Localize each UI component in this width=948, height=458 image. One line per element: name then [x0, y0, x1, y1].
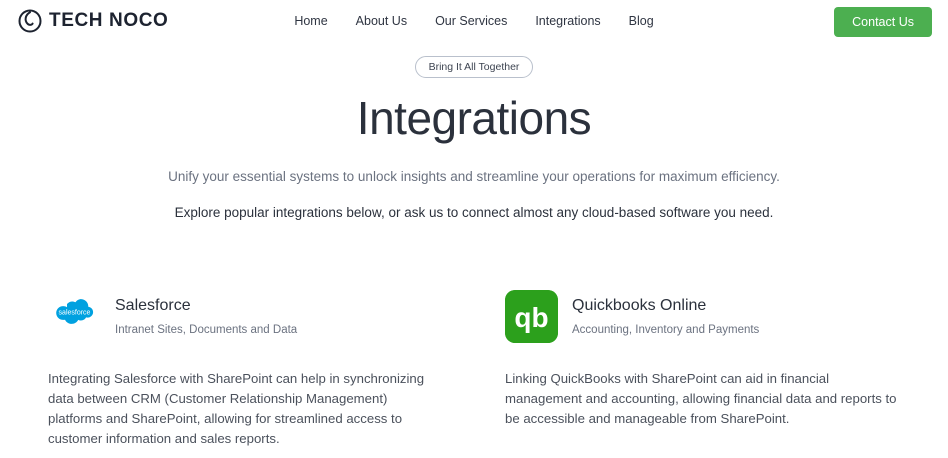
integration-card-quickbooks[interactable] — [505, 290, 900, 449]
main-navigation — [294, 14, 653, 28]
hero-section — [0, 42, 948, 220]
contact-us-button[interactable]: Contact Us — [834, 7, 932, 37]
nav-item-our-services[interactable]: Our Services — [435, 14, 508, 28]
swirl-logo-icon — [18, 9, 42, 33]
page-title: Integrations — [356, 92, 592, 144]
card-title: Salesforce — [115, 297, 191, 315]
integrations-grid — [0, 290, 948, 449]
card-subtitle: Intranet Sites, Documents and Data — [115, 324, 298, 337]
hero-subtitle: Unify your essential systems to unlock insights and streamline your operations for maximum efficiency. — [168, 168, 780, 184]
card-title: Quickbooks Online — [572, 297, 707, 315]
card-description: Linking QuickBooks with SharePoint can aid in financial management and accounting, allowing financial data and reports to be accessible and manageable from SharePoint. — [505, 370, 897, 427]
card-description: Integrating Salesforce with SharePoint can help in synchronizing data between CRM (Customer Relationship Management) platforms and SharePoint, allowing for streamlined access to customer information and sales reports. — [48, 370, 425, 447]
nav-item-about-us[interactable]: About Us — [355, 14, 408, 28]
card-header — [48, 290, 443, 343]
card-header — [505, 290, 900, 343]
hero-secondary-text: Explore popular integrations below, or ask us to connect almost any cloud-based software you need. — [174, 204, 774, 220]
site-header — [0, 0, 948, 42]
integration-card-salesforce[interactable] — [48, 290, 443, 449]
nav-item-blog[interactable]: Blog — [628, 14, 654, 28]
brand-name: TECH NOCO — [49, 10, 169, 31]
svg-text:qb: qb — [514, 301, 549, 333]
svg-text:salesforce: salesforce — [58, 309, 91, 317]
quickbooks-logo-icon — [505, 290, 558, 343]
nav-item-home[interactable]: Home — [294, 14, 328, 28]
card-subtitle: Accounting, Inventory and Payments — [572, 324, 760, 337]
salesforce-cloud-logo-icon — [48, 290, 101, 343]
hero-eyebrow-badge: Bring It All Together — [415, 56, 534, 78]
nav-item-integrations[interactable]: Integrations — [535, 14, 601, 28]
brand-logo[interactable] — [18, 9, 168, 33]
